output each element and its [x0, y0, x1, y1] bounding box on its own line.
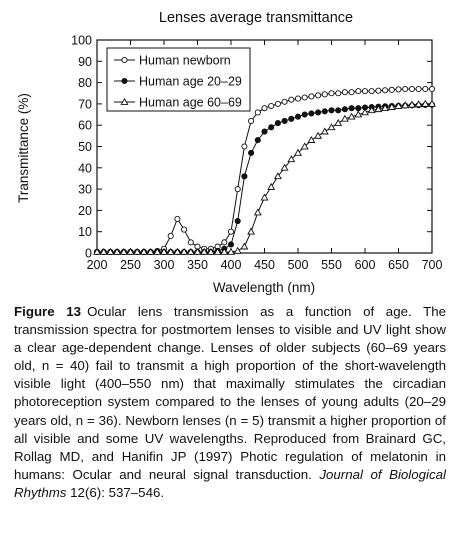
data-point [269, 125, 274, 130]
y-tick-label: 40 [78, 161, 92, 176]
data-point [389, 87, 394, 92]
x-tick-label: 300 [153, 258, 175, 272]
chart-title: Lenses average transmittance [158, 10, 354, 26]
data-point [235, 187, 240, 192]
x-tick-label: 550 [321, 258, 342, 272]
y-tick-label: 20 [78, 203, 92, 218]
y-tick-label: 0 [85, 246, 92, 261]
data-point [308, 137, 314, 143]
data-point [188, 240, 193, 245]
data-point [242, 174, 247, 179]
series-human-age-20-29 [94, 102, 434, 254]
x-tick-label: 450 [254, 258, 275, 272]
data-point [383, 88, 388, 93]
journal-name: Journal of Biological Rhythms [14, 466, 446, 500]
data-point [349, 106, 354, 111]
series-line [97, 104, 432, 252]
y-tick-label: 70 [78, 97, 92, 112]
data-point [336, 91, 341, 96]
x-tick-label: 500 [287, 258, 309, 272]
legend-label: Human newborn [139, 53, 231, 68]
data-point [289, 116, 294, 121]
y-tick-label: 100 [71, 33, 92, 48]
data-point [356, 89, 361, 94]
y-tick-label: 60 [78, 118, 92, 133]
data-point [302, 112, 307, 117]
data-point [302, 95, 307, 100]
data-point [416, 86, 421, 91]
series-line [97, 89, 432, 252]
data-point [175, 216, 180, 221]
series-human-newborn [94, 86, 434, 254]
data-point [261, 194, 267, 200]
data-point [328, 124, 334, 130]
data-point [316, 110, 321, 115]
series-human-age-60-69 [94, 101, 435, 255]
data-point [182, 227, 187, 232]
y-tick-label: 90 [78, 54, 92, 69]
data-point [322, 128, 328, 134]
data-point [262, 129, 267, 134]
x-tick-label: 650 [388, 258, 409, 272]
data-point [168, 233, 173, 238]
y-tick-label: 50 [78, 140, 92, 154]
x-tick-label: 400 [220, 258, 242, 272]
data-point [329, 108, 334, 113]
data-point [335, 120, 341, 126]
data-point [289, 97, 294, 102]
data-point [316, 93, 321, 98]
legend-marker [122, 78, 127, 83]
data-point [409, 86, 414, 91]
data-point [356, 106, 361, 111]
x-tick-label: 600 [354, 258, 376, 272]
data-point [249, 118, 254, 123]
data-point [275, 101, 280, 106]
data-point [329, 91, 334, 96]
data-point [255, 138, 260, 143]
data-point [322, 92, 327, 97]
data-point [429, 86, 434, 91]
caption-text: Ocular lens transmission as a function of age. The transmission spectra for postmortem lenses to visible and UV light show a clear age-dependent change. Lenses of older subjects (60–69 years old, n = 40) fail to transmit a high proportion of the short-wavelength visible light (400–550 nm) that maximally stimulates the circadian photoreception system compared to the lenses of young adults (20–29 years old, n = 36). Newborn lenses (n = 5) transmit a higher proportion of all visible and some UV wavelengths. Reproduced from Brainard GC, Rollag MD, and Hanifin JP (1997) Photic regulation of melatonin in humans: Ocular and neural signal transduction. [14, 304, 446, 482]
data-point [309, 94, 314, 99]
data-point [248, 229, 254, 235]
data-point [241, 243, 247, 249]
data-point [315, 133, 321, 139]
data-point [396, 87, 401, 92]
data-point [349, 90, 354, 95]
data-point [228, 242, 233, 247]
data-point [282, 118, 287, 123]
legend [107, 48, 250, 111]
data-point [295, 114, 300, 119]
data-point [235, 218, 240, 223]
data-point [255, 209, 261, 215]
data-point [222, 240, 227, 245]
data-point [336, 108, 341, 113]
series-line [97, 105, 432, 252]
figure-label: Figure 13 [14, 304, 82, 319]
y-tick-label: 80 [78, 76, 92, 91]
data-point [295, 96, 300, 101]
y-tick-label: 10 [78, 225, 92, 240]
data-point [235, 248, 241, 254]
data-point [249, 150, 254, 155]
series-layer [94, 86, 435, 254]
data-point [269, 103, 274, 108]
citation-tail: 12(6): 537–546. [66, 484, 165, 500]
x-tick-label: 350 [187, 258, 208, 272]
data-point [342, 90, 347, 95]
data-point [228, 229, 233, 234]
data-point [282, 99, 287, 104]
data-point [262, 106, 267, 111]
data-point [423, 86, 428, 91]
x-tick-label: 700 [421, 258, 443, 272]
data-point [403, 86, 408, 91]
data-point [362, 89, 367, 94]
x-axis-title: Wavelength (nm) [212, 280, 316, 295]
data-point [275, 120, 280, 125]
x-tick-label: 250 [120, 258, 141, 272]
x-tick-label: 200 [86, 258, 108, 272]
data-point [376, 88, 381, 93]
data-point [342, 107, 347, 112]
data-point [369, 89, 374, 94]
legend-marker [122, 57, 127, 62]
data-point [309, 111, 314, 116]
data-point [322, 109, 327, 114]
data-point [268, 184, 274, 190]
y-axis-title: Transmittance (%) [16, 93, 31, 203]
y-tick-label: 30 [78, 182, 92, 197]
data-point [255, 110, 260, 115]
data-point [242, 144, 247, 149]
legend-label: Human age 60–69 [139, 95, 242, 110]
figure-caption [14, 303, 446, 502]
legend-label: Human age 20–29 [139, 74, 242, 89]
